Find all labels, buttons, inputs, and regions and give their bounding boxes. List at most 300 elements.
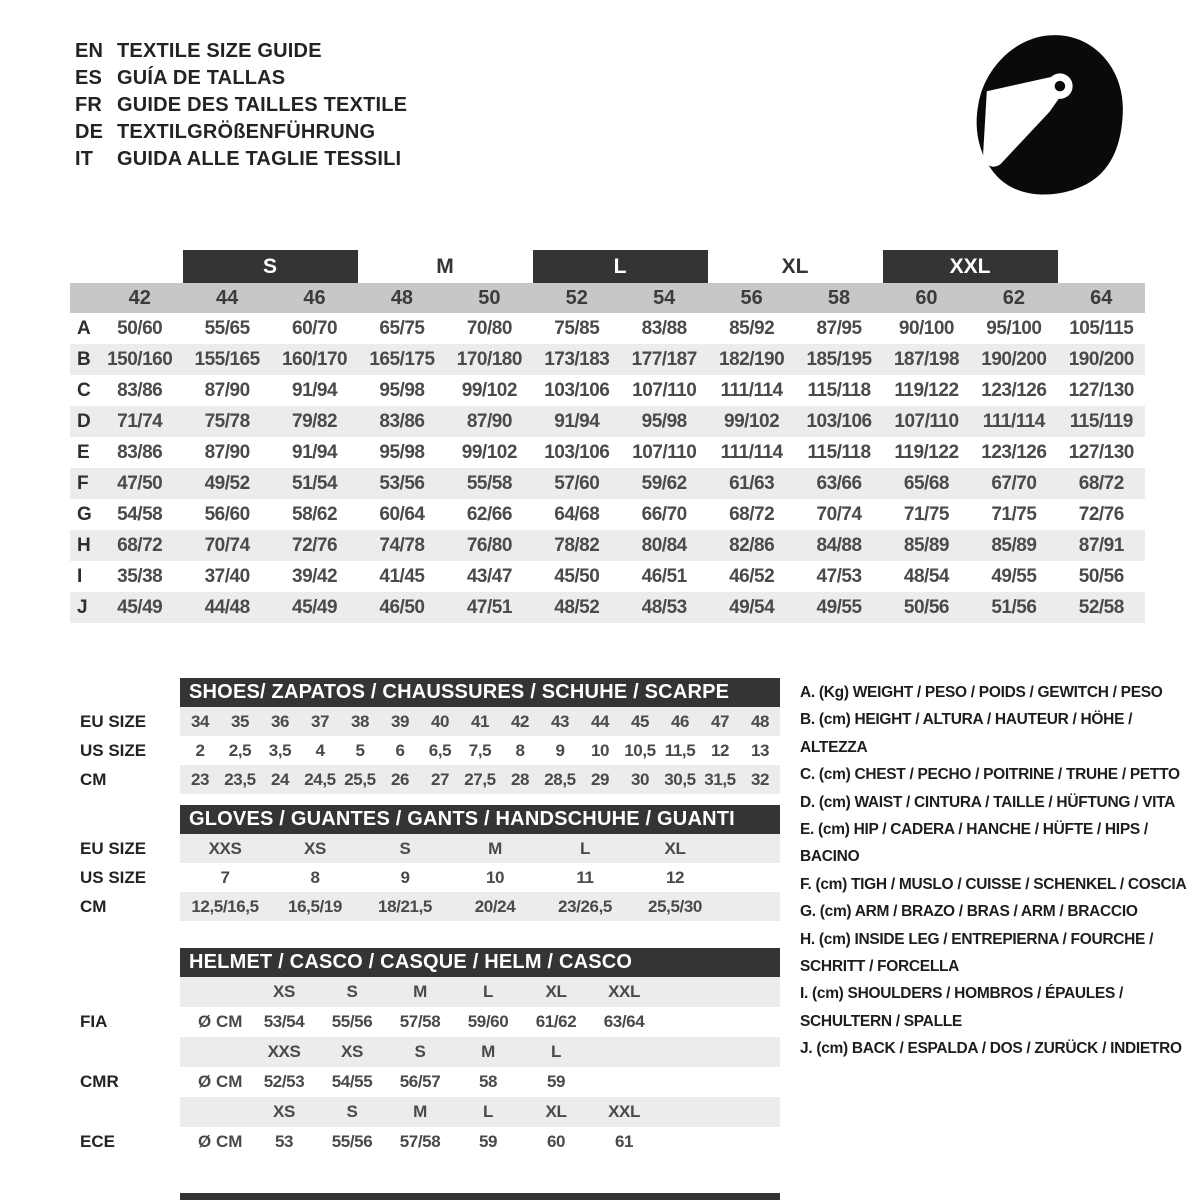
table-cell: 63/66 [816, 472, 862, 494]
table-row [70, 977, 780, 1007]
table-cell: 32 [750, 769, 770, 789]
table-cell: 111/114 [720, 441, 783, 463]
table-cell: 45 [630, 711, 650, 731]
size-label: XS [273, 982, 295, 1001]
row-letter: A [77, 317, 91, 339]
table-cell: 49/54 [729, 596, 775, 618]
size-number: 56 [740, 286, 763, 309]
table-cell: 50/60 [117, 317, 163, 339]
language-label: GUIDA ALLE TAGLIE TESSILI [117, 148, 402, 170]
size-label: L [483, 1102, 493, 1121]
table-row [70, 468, 1145, 499]
table-cell: 6,5 [428, 740, 452, 760]
table-cell: 49/52 [204, 472, 250, 494]
size-label: L [551, 1042, 561, 1061]
table-cell: 12 [665, 867, 685, 887]
table-cell: 47/53 [816, 565, 862, 587]
table-cell: 2,5 [228, 740, 252, 760]
table-row [70, 313, 1145, 344]
table-cell: 54/55 [331, 1072, 373, 1091]
table-cell: 52/53 [263, 1072, 305, 1091]
table-cell: 115/118 [807, 379, 871, 401]
table-cell: 84/88 [816, 534, 862, 556]
row-letter: E [77, 441, 90, 463]
table-cell: 190/200 [1068, 348, 1134, 370]
size-label: L [483, 982, 493, 1001]
row-label: US SIZE [80, 867, 147, 887]
table-cell: 68/72 [729, 503, 775, 525]
table-cell: 99/102 [461, 379, 517, 401]
table-cell: 111/114 [982, 410, 1045, 432]
table-cell: 95/98 [641, 410, 687, 432]
table-cell: 5 [355, 740, 365, 760]
table-row [70, 530, 1145, 561]
row-letter: I [77, 565, 83, 587]
table-cell: 26 [390, 769, 410, 789]
legend-item: E. (cm) HIP / CADERA / HANCHE / HÜFTE / HIPS / BACINO [800, 821, 1148, 866]
unit-label: Ø CM [198, 1132, 243, 1151]
row-letter: G [77, 503, 92, 525]
standard-label: ECE [80, 1132, 115, 1151]
unit-label: Ø CM [198, 1012, 243, 1031]
table-cell: 61/62 [535, 1012, 577, 1031]
row-data [180, 977, 780, 1007]
table-cell: 72/76 [292, 534, 338, 556]
unit-label: Ø CM [198, 1072, 243, 1091]
table-cell: 87/95 [816, 317, 862, 339]
table-cell: 10 [485, 867, 505, 887]
table-cell: 46/51 [641, 565, 687, 587]
table-cell: 155/165 [194, 348, 260, 370]
table-cell: 48/52 [554, 596, 600, 618]
table-cell: 57/60 [554, 472, 600, 494]
table-row [70, 1127, 780, 1157]
gloves-section-title: GLOVES / GUANTES / GANTS / HANDSCHUHE / GUANTI [180, 805, 780, 834]
table-cell: 57/58 [399, 1012, 441, 1031]
table-cell: 76/80 [466, 534, 512, 556]
language-code: EN [75, 40, 104, 62]
row-data [180, 765, 780, 794]
table-cell: 59/62 [641, 472, 687, 494]
row-data [180, 1037, 780, 1067]
table-cell: 103/106 [544, 379, 610, 401]
textile-size-numbers [70, 283, 1145, 313]
table-cell: 18/21,5 [378, 896, 432, 916]
table-cell: 70/74 [204, 534, 250, 556]
cropped-section-bar [180, 1193, 780, 1200]
table-cell: 82/86 [729, 534, 775, 556]
table-cell: 6 [395, 740, 405, 760]
racing-helmet-icon [962, 30, 1134, 200]
table-cell: 85/92 [729, 317, 775, 339]
table-cell: 11 [576, 867, 594, 887]
legend-item: C. (cm) CHEST / PECHO / POITRINE / TRUHE / PETTO [800, 766, 1180, 784]
size-band-m: M [436, 254, 454, 278]
language-code: ES [75, 67, 103, 89]
table-cell: 47/50 [117, 472, 163, 494]
row-data [180, 1097, 780, 1127]
table-row [70, 437, 1145, 468]
table-cell: 187/198 [893, 348, 960, 370]
language-list [75, 38, 407, 173]
table-cell: 43/47 [466, 565, 512, 587]
row-label: EU SIZE [80, 838, 147, 858]
table-cell: 173/183 [544, 348, 610, 370]
table-cell: 71/74 [117, 410, 163, 432]
table-cell: 47 [710, 711, 730, 731]
row-data [180, 736, 780, 765]
table-cell: 9 [555, 740, 565, 760]
row-label: CM [80, 769, 107, 789]
table-row [70, 1007, 780, 1037]
size-band-s: S [183, 250, 358, 283]
table-cell: 40 [430, 711, 450, 731]
size-number: 52 [565, 286, 588, 309]
table-row [70, 863, 780, 892]
row-data [180, 1007, 780, 1037]
table-cell: 12 [710, 740, 730, 760]
standard-label: CMR [80, 1072, 119, 1091]
table-cell: 91/94 [292, 441, 338, 463]
helmet-table [70, 977, 780, 1157]
table-cell: 37 [310, 711, 330, 731]
table-row [70, 736, 780, 765]
table-row [70, 344, 1145, 375]
table-cell: XS [304, 838, 326, 858]
table-cell: 119/122 [894, 441, 959, 463]
table-cell: 30,5 [664, 769, 696, 789]
table-cell: 185/195 [806, 348, 872, 370]
table-cell: 27 [430, 769, 450, 789]
table-cell: 66/70 [641, 503, 687, 525]
row-letter: B [77, 348, 91, 370]
table-cell: 68/72 [117, 534, 163, 556]
row-letter: D [77, 410, 91, 432]
table-cell: 11,5 [664, 740, 696, 760]
size-band-l: L [533, 250, 708, 283]
table-cell: 59 [478, 1132, 498, 1151]
language-label: GUÍA DE TALLAS [117, 67, 286, 89]
table-cell: 170/180 [456, 348, 522, 370]
table-cell: 123/126 [981, 379, 1047, 401]
table-cell: 83/86 [117, 379, 163, 401]
size-label: XS [341, 1042, 363, 1061]
size-label: M [413, 1102, 427, 1121]
size-number: 62 [1002, 286, 1025, 309]
table-cell: 44/48 [204, 596, 250, 618]
table-cell: 57/58 [399, 1132, 441, 1151]
shoes-section-title: SHOES/ ZAPATOS / CHAUSSURES / SCHUHE / SCARPE [180, 678, 780, 707]
size-label: XXL [608, 1102, 640, 1121]
table-cell: 115/118 [807, 441, 871, 463]
table-cell: 68/72 [1078, 472, 1124, 494]
table-cell: 105/115 [1069, 317, 1134, 339]
table-row [70, 834, 780, 863]
table-cell: XXS [208, 838, 242, 858]
size-number: 58 [827, 286, 851, 309]
table-cell: S [399, 838, 411, 858]
legend-item: H. (cm) INSIDE LEG / ENTREPIERNA / FOURCHE / SCHRITT / FORCELLA [800, 930, 1154, 976]
table-cell: 55/65 [204, 317, 250, 339]
table-cell: 91/94 [554, 410, 600, 432]
table-cell: 56/57 [399, 1072, 441, 1091]
table-cell: 8 [515, 740, 525, 760]
size-number: 50 [478, 286, 501, 309]
table-cell: 90/100 [898, 317, 954, 339]
table-cell: 123/126 [981, 441, 1047, 463]
size-number: 54 [653, 286, 676, 309]
table-cell: 44 [590, 711, 610, 731]
row-label: CM [80, 896, 107, 916]
table-cell: 45/49 [117, 596, 163, 618]
table-cell: 7 [220, 867, 230, 887]
table-cell: 7,5 [468, 740, 492, 760]
size-band-xl: XL [781, 254, 809, 278]
table-cell: 70/74 [816, 503, 862, 525]
language-label: GUIDE DES TAILLES TEXTILE [117, 94, 408, 116]
table-cell: 34 [190, 711, 210, 731]
table-row [70, 1067, 780, 1097]
table-cell: 99/102 [461, 441, 517, 463]
table-cell: 83/86 [117, 441, 163, 463]
table-cell: 23 [190, 769, 210, 789]
language-label: TEXTILGRÖßENFÜHRUNG [117, 121, 376, 143]
table-cell: 50/56 [1078, 565, 1124, 587]
language-code: FR [75, 94, 103, 116]
textile-table-rows [70, 313, 1145, 623]
row-letter: C [77, 379, 91, 401]
table-cell: 49/55 [816, 596, 862, 618]
table-cell: 67/70 [991, 472, 1037, 494]
table-cell: 27,5 [464, 769, 496, 789]
row-label: EU SIZE [80, 711, 147, 731]
table-cell: 111/114 [720, 379, 783, 401]
table-cell: 46 [670, 711, 690, 731]
table-cell: 71/75 [903, 503, 949, 525]
row-letter: F [77, 472, 89, 494]
size-band-row [95, 250, 1145, 283]
table-cell: 52/58 [1078, 596, 1124, 618]
table-cell: 177/187 [631, 348, 697, 370]
size-number: 64 [1090, 286, 1113, 309]
legend-item: F. (cm) TIGH / MUSLO / CUISSE / SCHENKEL / COSCIA [800, 875, 1187, 893]
table-cell: 99/102 [724, 410, 780, 432]
legend-item: A. (Kg) WEIGHT / PESO / POIDS / GEWITCH / PESO [800, 684, 1163, 701]
table-cell: 119/122 [894, 379, 959, 401]
row-data [180, 707, 780, 736]
table-cell: 30 [630, 769, 650, 789]
row-label: US SIZE [80, 740, 147, 760]
table-cell: 48/53 [641, 596, 687, 618]
table-cell: 25,5/30 [648, 896, 702, 916]
table-cell: 31,5 [704, 769, 736, 789]
table-cell: 87/90 [466, 410, 512, 432]
table-cell: 39/42 [292, 565, 338, 587]
helmet-section-title: HELMET / CASCO / CASQUE / HELM / CASCO [180, 948, 780, 977]
table-cell: 29 [590, 769, 610, 789]
table-cell: 36 [270, 711, 290, 731]
table-cell: 107/110 [894, 410, 959, 432]
table-cell: 55/58 [466, 472, 512, 494]
table-row [70, 406, 1145, 437]
table-cell: 60 [546, 1132, 566, 1151]
table-cell: 56/60 [204, 503, 250, 525]
table-row [70, 707, 780, 736]
legend-item: I. (cm) SHOULDERS / HOMBROS / ÉPAULES / SCHULTERN / SPALLE [800, 985, 1124, 1030]
row-data [180, 892, 780, 921]
table-cell: 95/98 [379, 379, 425, 401]
table-cell: 53/56 [379, 472, 425, 494]
size-label: XS [273, 1102, 295, 1121]
table-cell: 48 [750, 711, 770, 731]
table-cell: 51/54 [292, 472, 338, 494]
table-cell: 41 [470, 711, 490, 731]
row-letter: H [77, 534, 91, 556]
table-cell: 51/56 [991, 596, 1037, 618]
table-cell: 2 [195, 740, 205, 760]
table-cell: 10 [590, 740, 610, 760]
table-cell: 62/66 [466, 503, 512, 525]
table-cell: 46/50 [379, 596, 425, 618]
legend-item: G. (cm) ARM / BRAZO / BRAS / ARM / BRACCIO [800, 903, 1138, 921]
table-cell: 8 [310, 867, 320, 887]
table-cell: 64/68 [554, 503, 600, 525]
table-cell: 60/70 [292, 317, 338, 339]
gloves-table [70, 834, 780, 921]
table-row [70, 499, 1145, 530]
table-cell: 45/50 [554, 565, 600, 587]
language-row [75, 119, 407, 146]
table-cell: 103/106 [544, 441, 610, 463]
table-cell: 63/64 [603, 1012, 645, 1031]
table-row [70, 561, 1145, 592]
table-cell: 43 [550, 711, 570, 731]
table-cell: 190/200 [981, 348, 1047, 370]
size-number: 42 [128, 286, 151, 309]
table-cell: 28 [510, 769, 530, 789]
table-cell: 58 [478, 1072, 498, 1091]
table-cell: 87/90 [204, 441, 250, 463]
table-cell: 75/78 [204, 410, 250, 432]
table-cell: 42 [510, 711, 530, 731]
row-data [180, 863, 780, 892]
table-cell: 75/85 [554, 317, 600, 339]
table-cell: 127/130 [1068, 441, 1134, 463]
size-number: 48 [390, 286, 414, 309]
table-cell: 3,5 [268, 740, 292, 760]
table-cell: 70/80 [466, 317, 512, 339]
size-band-xxl: XXL [883, 250, 1058, 283]
table-cell: 59/60 [467, 1012, 509, 1031]
table-cell: 10,5 [624, 740, 656, 760]
table-cell: 165/175 [369, 348, 435, 370]
table-cell: 53/54 [263, 1012, 305, 1031]
table-cell: 20/24 [474, 896, 516, 916]
table-cell: L [580, 838, 590, 858]
table-cell: 58/62 [292, 503, 338, 525]
standard-label: FIA [80, 1012, 108, 1031]
table-cell: 59 [546, 1072, 566, 1091]
table-cell: 24 [270, 769, 290, 789]
size-label: M [413, 982, 427, 1001]
table-cell: 50/56 [903, 596, 949, 618]
table-cell: 61/63 [729, 472, 775, 494]
table-cell: 23/26,5 [558, 896, 612, 916]
table-cell: 39 [390, 711, 410, 731]
table-cell: 16,5/19 [288, 896, 342, 916]
table-row [70, 1097, 780, 1127]
table-cell: 55/56 [331, 1012, 373, 1031]
table-cell: 87/91 [1078, 534, 1124, 556]
table-cell: 24,5 [304, 769, 336, 789]
table-cell: 95/100 [986, 317, 1042, 339]
table-cell: 53 [274, 1132, 294, 1151]
table-cell: 103/106 [806, 410, 872, 432]
row-data [180, 1127, 780, 1157]
size-label: XL [545, 982, 567, 1001]
table-cell: 4 [315, 740, 325, 760]
table-cell: 107/110 [632, 379, 697, 401]
table-cell: 23,5 [224, 769, 256, 789]
legend-item: D. (cm) WAIST / CINTURA / TAILLE / HÜFTUNG / VITA [800, 793, 1176, 811]
table-cell: 9 [400, 867, 410, 887]
legend-item: J. (cm) BACK / ESPALDA / DOS / ZURÜCK / INDIETRO [800, 1040, 1182, 1058]
table-cell: M [488, 838, 502, 858]
measurement-legend [800, 679, 1198, 1063]
table-cell: 107/110 [632, 441, 697, 463]
row-data [180, 834, 780, 863]
table-cell: 45/49 [292, 596, 338, 618]
size-label: XL [545, 1102, 567, 1121]
table-cell: 150/160 [107, 348, 173, 370]
table-cell: 49/55 [991, 565, 1037, 587]
table-cell: 60/64 [379, 503, 425, 525]
size-label: XXL [608, 982, 640, 1001]
language-code: IT [75, 148, 94, 170]
table-cell: 37/40 [204, 565, 250, 587]
size-number: 46 [303, 286, 326, 309]
table-cell: 85/89 [991, 534, 1037, 556]
table-row [70, 765, 780, 794]
table-cell: 83/88 [641, 317, 687, 339]
table-cell: 95/98 [379, 441, 425, 463]
language-code: DE [75, 121, 104, 143]
table-row [70, 1037, 780, 1067]
table-cell: 54/58 [117, 503, 163, 525]
table-cell: 71/75 [991, 503, 1037, 525]
table-cell: 78/82 [554, 534, 600, 556]
language-row [75, 92, 407, 119]
table-cell: 13 [750, 740, 770, 760]
size-number: 44 [215, 286, 239, 309]
size-label: S [346, 1102, 358, 1121]
legend-item: B. (cm) HEIGHT / ALTURA / HAUTEUR / HÖHE / ALTEZZA [800, 711, 1133, 756]
table-cell: 12,5/16,5 [191, 896, 259, 916]
size-label: S [346, 982, 358, 1001]
table-cell: 91/94 [292, 379, 338, 401]
table-cell: 48/54 [903, 565, 949, 587]
size-label: XXS [267, 1042, 301, 1061]
table-cell: 46/52 [729, 565, 775, 587]
table-cell: 85/89 [903, 534, 949, 556]
size-number: 60 [915, 286, 938, 309]
table-cell: XL [664, 838, 686, 858]
table-cell: 41/45 [379, 565, 425, 587]
table-cell: 35/38 [117, 565, 163, 587]
row-letter: J [77, 596, 88, 618]
row-data [180, 1067, 780, 1097]
table-cell: 74/78 [379, 534, 425, 556]
